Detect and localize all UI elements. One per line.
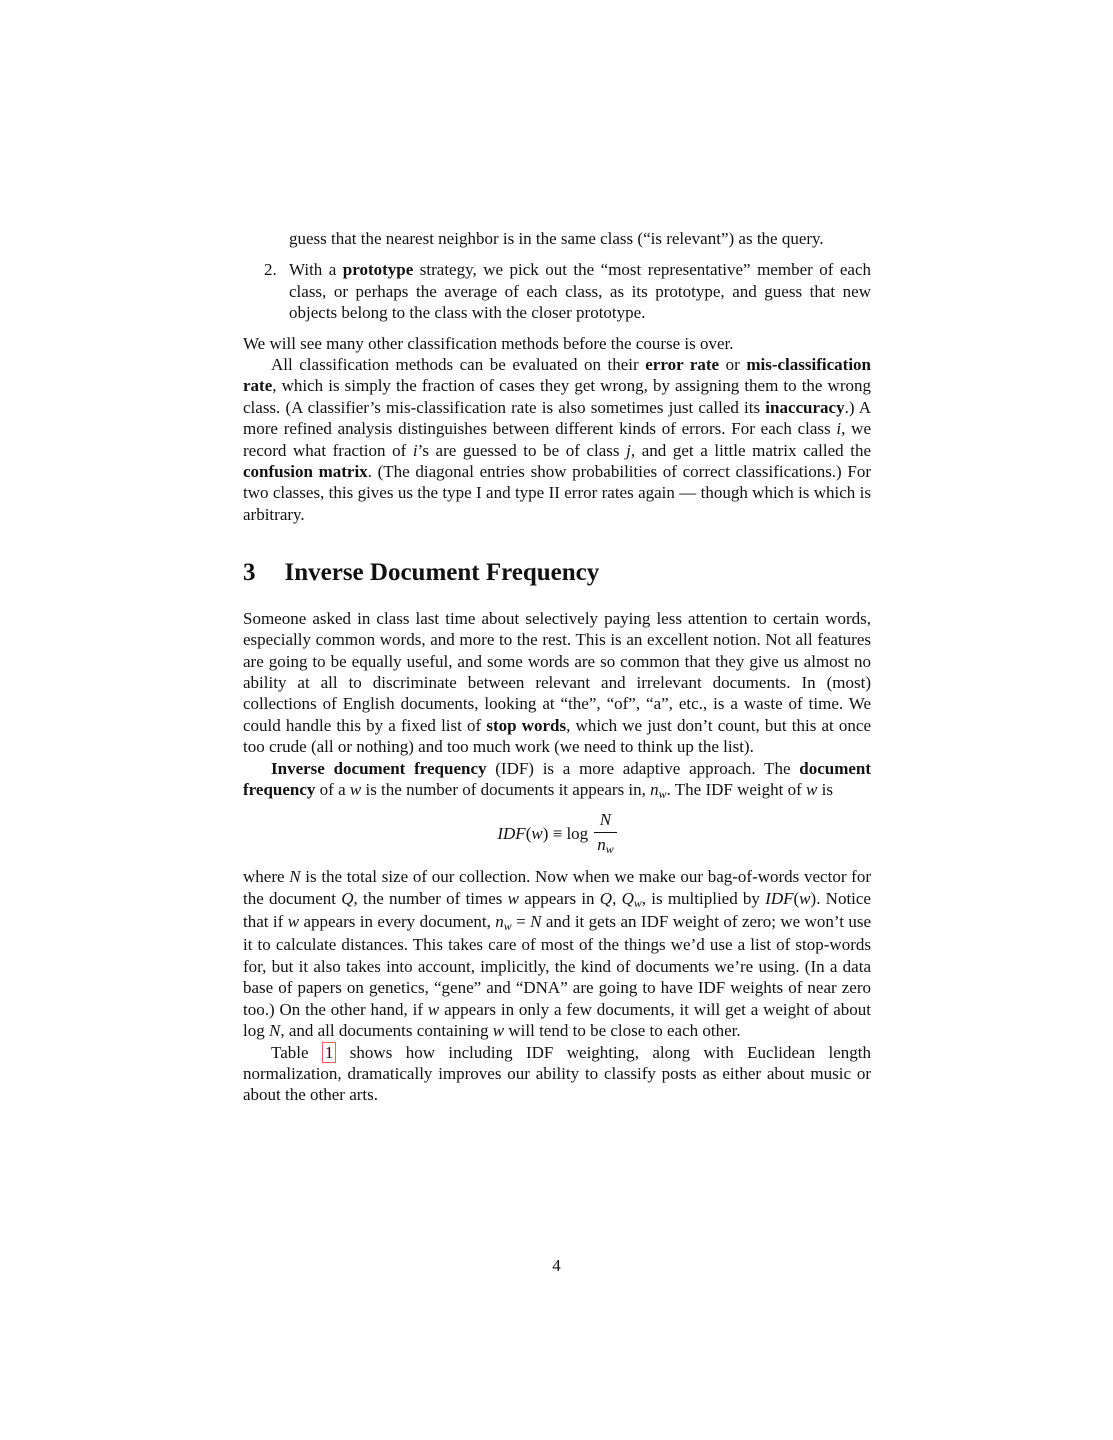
text-segment: All classification methods can be evaluated on their	[271, 355, 646, 375]
text-segment: ) ≡ log	[542, 823, 589, 843]
text-segment: Table	[271, 1042, 322, 1062]
text-segment: ,	[612, 888, 622, 908]
text-segment: or	[719, 355, 747, 375]
text-segment: w	[633, 895, 642, 910]
para-where-n	[243, 866, 871, 1041]
para-idf-intro	[243, 758, 871, 803]
text-segment: =	[511, 912, 531, 932]
text-segment: N	[289, 867, 301, 887]
text-segment: j	[626, 440, 631, 460]
text-segment: n	[495, 912, 504, 932]
text-segment: , which we just don’t count, but this at once too crude (all or nothing) and too much work (we need to think up the list).	[243, 715, 871, 757]
text-segment: mis-classification rate	[243, 355, 871, 396]
para-someone-asked	[243, 608, 871, 758]
text-segment: IDF	[765, 888, 794, 908]
section-title: Inverse Document Frequency	[284, 559, 600, 587]
text-segment: .) A more refined analysis distinguishes between different kinds of errors. For each class	[243, 397, 871, 439]
section-number: 3	[243, 559, 256, 587]
text-segment: Q	[599, 888, 613, 908]
text-segment: and it gets an IDF weight of zero; we won’t use it to calculate distances. This takes care of most of the things we’d use a list of stop-words for, but it also takes into account, implicitly, the kind of documents we’re using. (In a data base of papers on genetics, “gene” and “DNA” are going to have IDF weights of near zero too.) On the other hand, if	[243, 912, 871, 1019]
text-segment: i	[412, 440, 418, 460]
text-segment: w	[287, 912, 300, 932]
section-heading	[243, 559, 871, 587]
text-segment: , which is simply the fraction of cases they get wrong, by assigning them to the wrong class. (A classifier’s mis-classification rate is also sometimes just called its	[243, 376, 871, 417]
text-segment: stop words	[486, 715, 567, 735]
text-segment: (	[525, 823, 532, 843]
page-number: 4	[552, 1256, 561, 1275]
text-segment: w	[531, 823, 543, 843]
text-segment: w	[799, 888, 811, 908]
text-segment: Inverse document frequency	[271, 758, 487, 778]
text-segment: , and get a little matrix called the	[630, 440, 872, 460]
text-segment: i	[836, 419, 842, 439]
para-overview	[243, 333, 871, 354]
text-segment: w	[605, 842, 614, 857]
text-segment: , is multiplied by	[641, 888, 766, 908]
text-segment: w	[349, 780, 362, 800]
text-segment: Q	[621, 888, 634, 908]
idf-equation-row	[497, 809, 616, 857]
list-item-2-number: 2.	[264, 260, 277, 280]
text-segment: w	[658, 787, 667, 802]
text-segment: guess that the nearest neighbor is in the same class (“is relevant”) as the query.	[289, 229, 824, 248]
text-segment: (IDF) is a more adaptive approach. The	[486, 758, 800, 778]
text-segment: IDF	[497, 823, 526, 843]
text-segment: w	[427, 999, 440, 1019]
text-segment: N	[599, 810, 612, 830]
fraction-numerator	[594, 809, 616, 831]
text-segment: appears in every document,	[299, 912, 496, 932]
text-segment: w	[806, 780, 818, 800]
text-segment: is	[817, 780, 833, 800]
text-column	[243, 228, 871, 1106]
text-segment: Someone asked in class last time about selectively paying less attention to certain words, especially common words, and more to the rest. This is an excellent notion. Not all features are going to be equally useful, and some words are so common that they give us almost no ability at all to discriminate between relevant and irrelevant documents. In (most) collections of English documents, looking at “the”, “of”, “a”, etc., is a waste of time. We could handle this by a fixed list of	[243, 608, 871, 735]
text-segment: w	[503, 919, 512, 934]
list-item-1-continuation	[289, 228, 871, 249]
text-segment: w	[492, 1021, 505, 1041]
text-segment: With a	[289, 260, 343, 280]
text-segment: , and all documents containing	[280, 1021, 493, 1041]
text-segment: appears in	[518, 888, 600, 908]
para-evaluation	[243, 354, 871, 525]
text-segment: )	[810, 888, 817, 908]
text-segment: . Notice that if	[243, 888, 871, 932]
text-segment: Q	[341, 888, 354, 908]
text-segment: ’s are guessed to be of class	[417, 440, 627, 460]
list-item-2-text	[289, 260, 871, 322]
fraction-denominator	[594, 832, 616, 857]
text-segment: error rate	[645, 355, 720, 375]
text-segment: , the number of times	[353, 888, 508, 908]
text-segment: N	[530, 912, 542, 932]
text-segment: We will see many other classification methods before the course is over.	[243, 333, 734, 353]
text-segment: N	[268, 1021, 281, 1041]
text-segment: shows how including IDF weighting, along with Euclidean length normalization, dramatically improves our ability to classify posts as either about music or about the other arts.	[243, 1042, 871, 1105]
table-1-ref-link[interactable]: 1	[322, 1042, 337, 1063]
text-segment: of a	[315, 780, 350, 800]
text-segment: n	[650, 780, 659, 800]
idf-equation	[243, 809, 871, 857]
equation-lhs	[497, 823, 588, 844]
text-segment: strategy, we pick out the “most representative” member of each class, or perhaps the average of each class, as its prototype, and guess that new objects belong to the class with the closer prototype.	[289, 260, 871, 323]
text-segment: document frequency	[243, 758, 872, 800]
text-segment: appears in only a few documents, it will get a weight of about log	[243, 999, 872, 1041]
list-item-2	[243, 259, 871, 323]
text-segment: n	[597, 834, 606, 854]
para-table-ref	[243, 1042, 871, 1106]
equation-fraction	[594, 809, 616, 857]
text-segment: prototype	[342, 260, 414, 280]
text-segment: . (The diagonal entries show probabilities of correct classifications.) For two classes, this gives us the type I and type II error rates again — though which is which is arbitrary.	[243, 462, 872, 524]
text-segment: is the total size of our collection. Now when we make our bag-of-words vector for the document	[243, 867, 872, 908]
text-segment: is the number of documents it appears in,	[361, 780, 651, 800]
text-segment: . The IDF weight of	[666, 780, 807, 800]
text-segment: inaccuracy	[765, 397, 845, 417]
text-segment: where	[243, 867, 290, 887]
text-segment: , we record what fraction of	[243, 419, 871, 460]
text-segment: will tend to be close to each other.	[504, 1021, 741, 1041]
text-segment: w	[507, 888, 519, 908]
text-segment: confusion matrix	[243, 462, 368, 482]
text-segment: (	[793, 888, 800, 908]
